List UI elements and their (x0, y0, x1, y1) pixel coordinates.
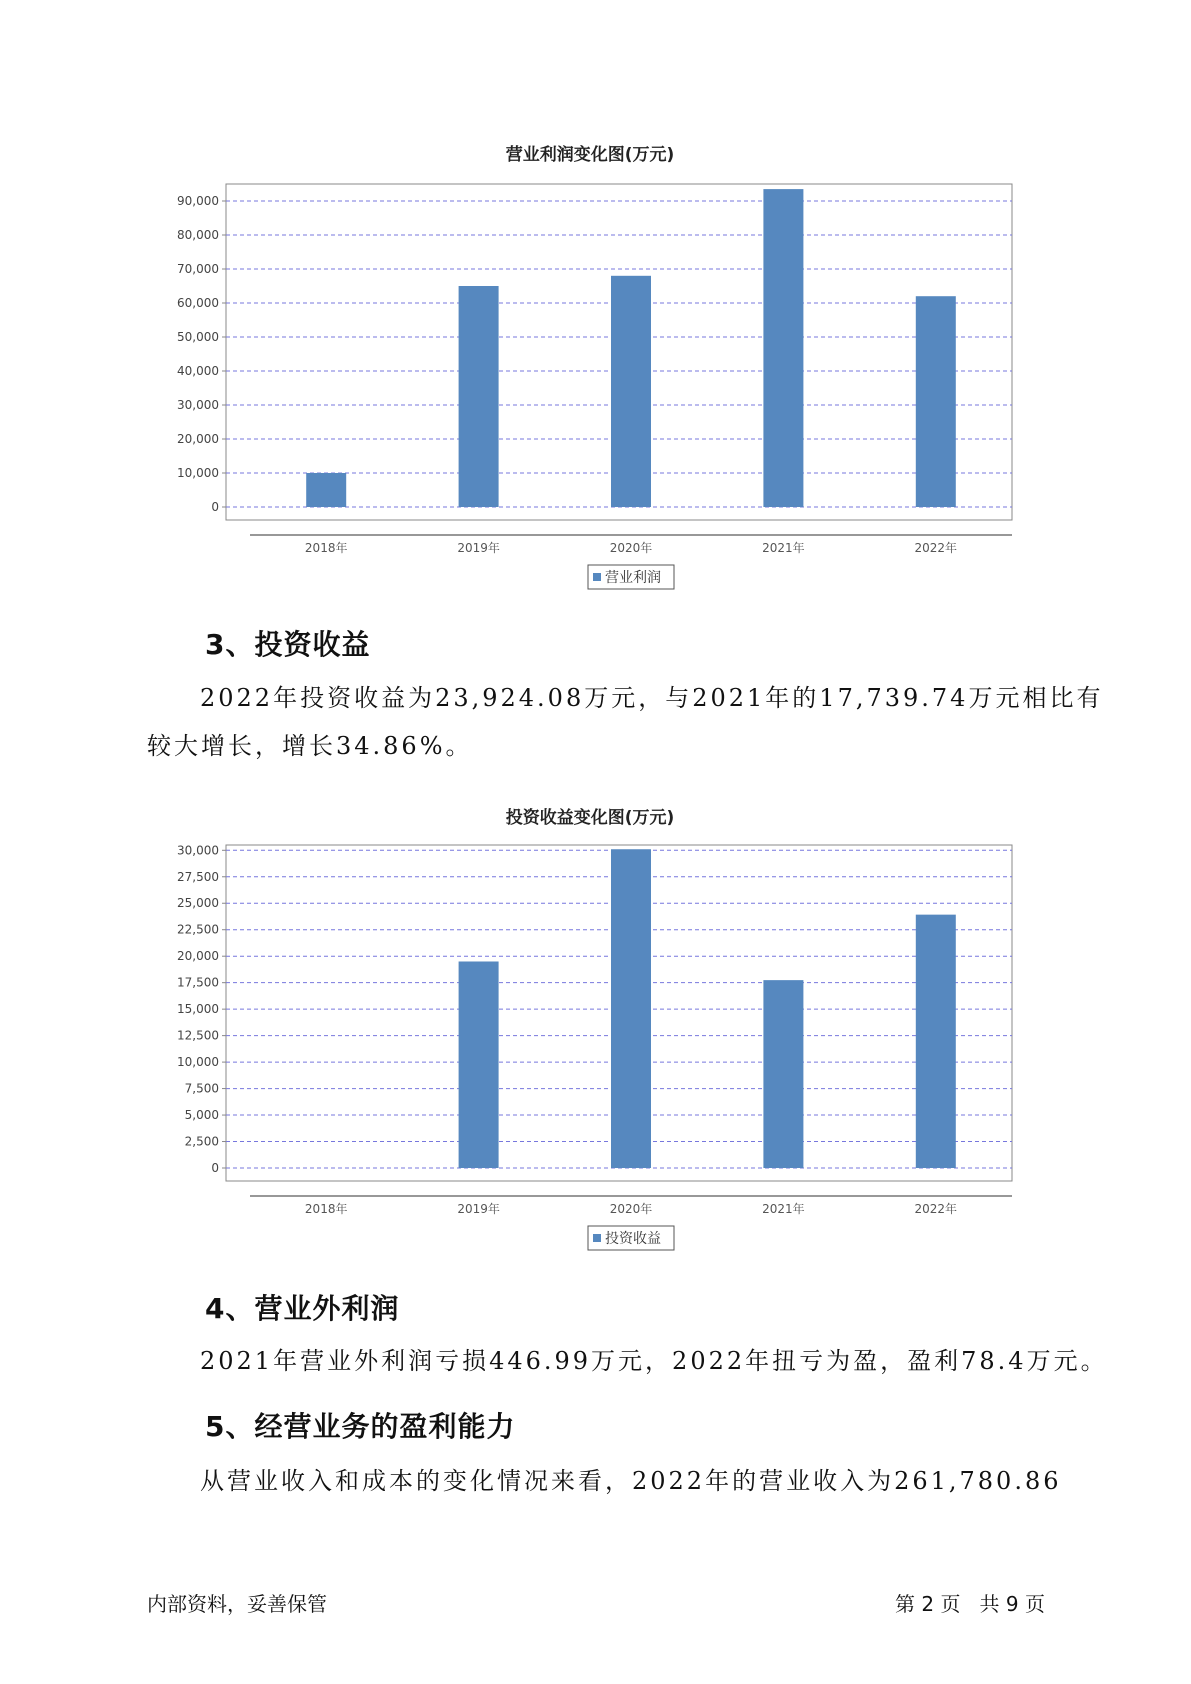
y-tick-label: 40,000 (177, 364, 219, 378)
bar (763, 980, 803, 1168)
y-tick-label: 80,000 (177, 228, 219, 242)
y-tick-label: 10,000 (177, 466, 219, 480)
legend-label: 营业利润 (605, 570, 661, 586)
chart-title: 营业利润变化图(万元) (505, 145, 675, 165)
chart-svg (150, 162, 1030, 602)
x-tick-label: 2019年 (457, 541, 500, 555)
x-tick-label: 2018年 (304, 541, 348, 555)
bar (611, 276, 651, 507)
x-tick-label: 2022年 (914, 1202, 958, 1216)
investment-income-chart (150, 803, 1030, 1263)
y-tick-label: 15,000 (177, 1002, 219, 1017)
legend-swatch (593, 1234, 601, 1242)
y-tick-label: 27,500 (177, 869, 219, 884)
y-tick-label: 90,000 (177, 194, 219, 208)
y-tick-label: 7,500 (184, 1081, 219, 1096)
bar (459, 961, 499, 1168)
y-tick-label: 10,000 (177, 1055, 219, 1070)
section-5-heading: 5、经营业务的盈利能力 (205, 1410, 516, 1443)
y-tick-label: 50,000 (177, 330, 219, 344)
y-tick-label: 60,000 (177, 296, 219, 310)
bar (763, 189, 803, 507)
x-tick-label: 2021年 (762, 541, 805, 555)
y-tick-label: 2,500 (184, 1134, 219, 1149)
chart-title: 投资收益变化图(万元) (505, 808, 675, 828)
section-3-paragraph-line-1: 2022年投资收益为23,924.08万元，与2021年的17,739.74万元相比有 (200, 684, 1104, 712)
y-tick-label: 70,000 (177, 262, 219, 276)
y-tick-label: 20,000 (177, 949, 219, 964)
y-tick-label: 5,000 (184, 1108, 219, 1123)
y-tick-label: 12,500 (177, 1028, 219, 1043)
y-tick-label: 25,000 (177, 896, 219, 911)
section-4-heading: 4、营业外利润 (205, 1292, 400, 1325)
bar (459, 286, 499, 507)
section-4-paragraph-line-1: 2021年营业外利润亏损446.99万元，2022年扭亏为盈，盈利78.4万元。 (200, 1347, 1108, 1375)
section-3-paragraph-line-2: 较大增长，增长34.86%。 (147, 732, 473, 760)
y-tick-label: 30,000 (177, 843, 219, 858)
x-tick-label: 2020年 (609, 1202, 653, 1216)
y-tick-label: 30,000 (177, 398, 219, 412)
x-tick-label: 2020年 (609, 541, 653, 555)
x-tick-label: 2022年 (914, 541, 958, 555)
legend-label: 投资收益 (605, 1231, 661, 1247)
footer-page-number: 第 2 页 共 9 页 (895, 1592, 1045, 1616)
y-tick-label: 17,500 (177, 975, 219, 990)
chart-svg (150, 823, 1030, 1263)
section-3-heading: 3、投资收益 (205, 628, 371, 661)
y-tick-label: 20,000 (177, 432, 219, 446)
bar (611, 849, 651, 1168)
x-tick-label: 2018年 (304, 1202, 348, 1216)
x-tick-label: 2019年 (457, 1202, 500, 1216)
bar (916, 296, 956, 507)
y-tick-label: 0 (211, 1161, 219, 1175)
bar (306, 473, 346, 507)
y-tick-label: 0 (211, 500, 219, 514)
x-tick-label: 2021年 (762, 1202, 805, 1216)
footer-left: 内部资料，妥善保管 (147, 1592, 327, 1616)
bar (916, 915, 956, 1168)
operating-profit-chart (150, 140, 1030, 600)
section-5-paragraph-line-1: 从营业收入和成本的变化情况来看，2022年的营业收入为261,780.86 (200, 1467, 1062, 1495)
legend-swatch (593, 573, 601, 581)
y-tick-label: 22,500 (177, 922, 219, 937)
